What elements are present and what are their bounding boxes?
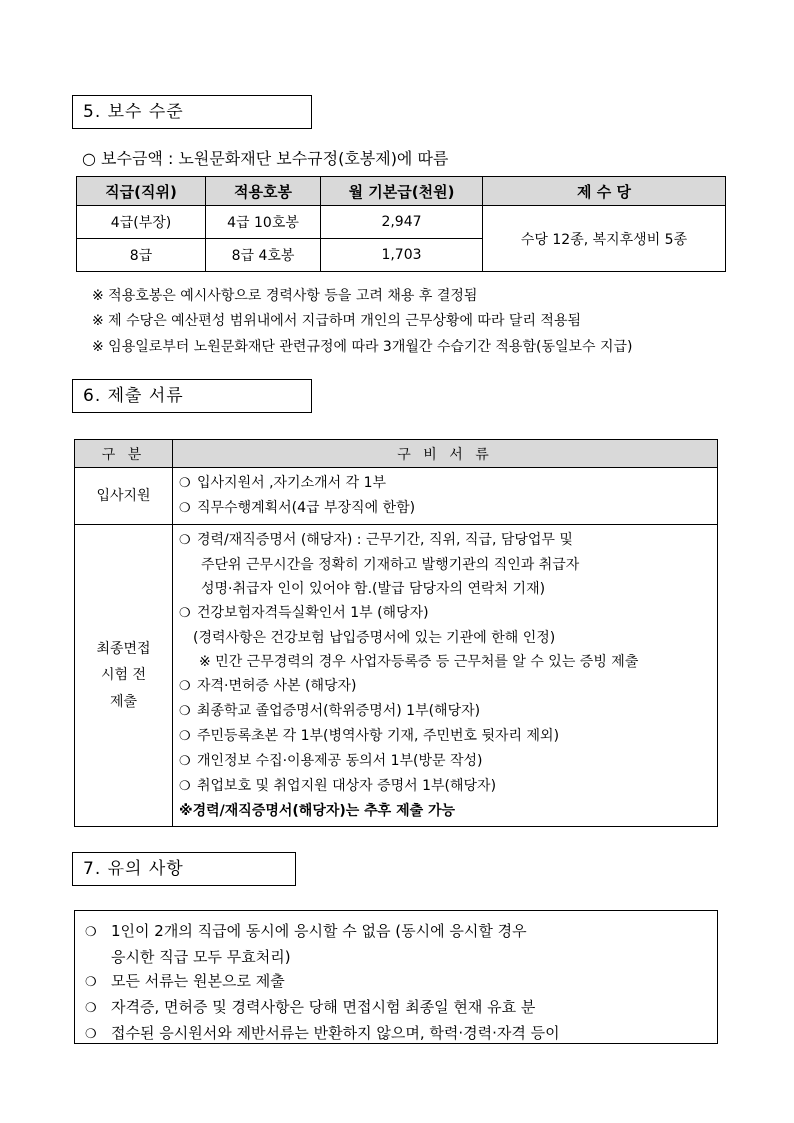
list-item: ❍ 직무수행계획서(4급 부장직에 한함) <box>179 496 711 521</box>
bullet-icon: ❍ <box>85 1001 97 1016</box>
section-5-title: 5. 보수 수준 <box>72 95 312 129</box>
section-7-title: 7. 유의 사항 <box>72 852 296 886</box>
bullet-icon: ❍ <box>85 925 97 940</box>
list-item: ❍ 입사지원서 ,자기소개서 각 1부 <box>179 471 711 496</box>
table-row <box>75 525 718 827</box>
list-item: ❍ 개인정보 수집·이용제공 동의서 1부(방문 작성) <box>179 749 711 774</box>
grade-cell: 8급 <box>77 239 206 272</box>
list-item: ❍ 자격증, 면허증 및 경력사항은 당해 면접시험 최종일 현재 유효 분 <box>85 995 707 1021</box>
bullet-icon: ❍ <box>85 1027 97 1042</box>
bullet-icon: ❍ <box>179 533 191 548</box>
pay-table-header <box>77 177 726 206</box>
header-category: 구 분 <box>75 440 173 468</box>
list-item: ❍ 모든 서류는 원본으로 제출 <box>85 969 707 995</box>
list-item-continuation: (경력사항은 건강보험 납입증명서에 있는 기관에 한해 인정) <box>193 630 556 646</box>
bullet-icon: ❍ <box>179 704 191 719</box>
section-6-title: 6. 제출 서류 <box>72 379 312 413</box>
header-documents: 구 비 서 류 <box>173 440 718 468</box>
list-item-continuation: 응시한 직급 모두 무효처리) <box>111 948 291 966</box>
list-item: ❍ 자격·면허증 사본 (해당자) <box>179 674 711 699</box>
header-pay: 월 기본급(천원) <box>321 177 483 206</box>
list-item: ❍ 주민등록초본 각 1부(병역사항 기재, 주민번호 뒷자리 제외) <box>179 724 711 749</box>
list-item-note: ※경력/재직증명서(해당자)는 추후 제출 가능 <box>179 803 456 819</box>
notice-box <box>74 910 718 1044</box>
bullet-icon: ❍ <box>179 754 191 769</box>
documents-table <box>74 439 718 827</box>
bullet-icon: ❍ <box>179 729 191 744</box>
documents-cell <box>173 468 718 525</box>
grade-cell: 4급(부장) <box>77 206 206 239</box>
step-cell: 4급 10호봉 <box>206 206 321 239</box>
list-item: ❍ 접수된 응시원서와 제반서류는 반환하지 않으며, 학력·경력·자격 등이 <box>85 1021 707 1047</box>
pay-cell: 1,703 <box>321 239 483 272</box>
pay-note-3: ※ 임용일로부터 노원문화재단 관련규정에 따라 3개월간 수습기간 적용함(동일보수 지급) <box>92 339 633 355</box>
bullet-icon: ❍ <box>179 779 191 794</box>
list-item: ❍ 취업보호 및 취업지원 대상자 증명서 1부(해당자) <box>179 774 711 799</box>
list-item-note: ※ 민간 근무경력의 경우 사업자등록증 등 근무처를 알 수 있는 증빙 제출 <box>199 654 639 670</box>
list-item-continuation: 성명·취급자 인이 있어야 함.(발급 담당자의 연락처 기재) <box>201 581 546 597</box>
header-grade: 직급(직위) <box>77 177 206 206</box>
header-step: 적용호봉 <box>206 177 321 206</box>
list-item: ❍ 최종학교 졸업증명서(학위증명서) 1부(해당자) <box>179 699 711 724</box>
pay-cell: 2,947 <box>321 206 483 239</box>
documents-cell <box>173 525 718 827</box>
table-row <box>77 206 726 239</box>
header-allowance: 제 수 당 <box>483 177 726 206</box>
bullet-icon: ❍ <box>179 679 191 694</box>
list-item: ❍ 건강보험자격득실확인서 1부 (해당자) <box>179 601 711 626</box>
bullet-icon: ❍ <box>179 476 191 491</box>
step-cell: 8급 4호봉 <box>206 239 321 272</box>
documents-table-header <box>75 440 718 468</box>
category-cell: 입사지원 <box>75 468 173 525</box>
bullet-icon: ❍ <box>179 501 191 516</box>
bullet-icon: ❍ <box>85 975 97 990</box>
list-item-continuation: 주단위 근무시간을 정확히 기재하고 발행기관의 직인과 취급자 <box>201 557 580 573</box>
pay-note-1: ※ 적용호봉은 예시사항으로 경력사항 등을 고려 채용 후 결정됨 <box>92 288 478 304</box>
list-item: ❍ 경력/재직증명서 (해당자) : 근무기간, 직위, 직급, 담당업무 및 <box>179 528 711 553</box>
pay-note-2: ※ 제 수당은 예산편성 범위내에서 지급하며 개인의 근무상황에 따라 달리 적용됨 <box>92 313 581 329</box>
allowance-cell: 수당 12종, 복지후생비 5종 <box>483 206 726 272</box>
pay-intro: ○ 보수금액 : 노원문화재단 보수규정(호봉제)에 따름 <box>82 149 449 168</box>
list-item: ❍ 1인이 2개의 직급에 동시에 응시할 수 없음 (동시에 응시할 경우 <box>85 919 707 945</box>
table-row <box>75 468 718 525</box>
pay-table <box>76 176 726 272</box>
category-cell: 최종면접 시험 전 제출 <box>75 525 173 827</box>
bullet-icon: ❍ <box>179 606 191 621</box>
